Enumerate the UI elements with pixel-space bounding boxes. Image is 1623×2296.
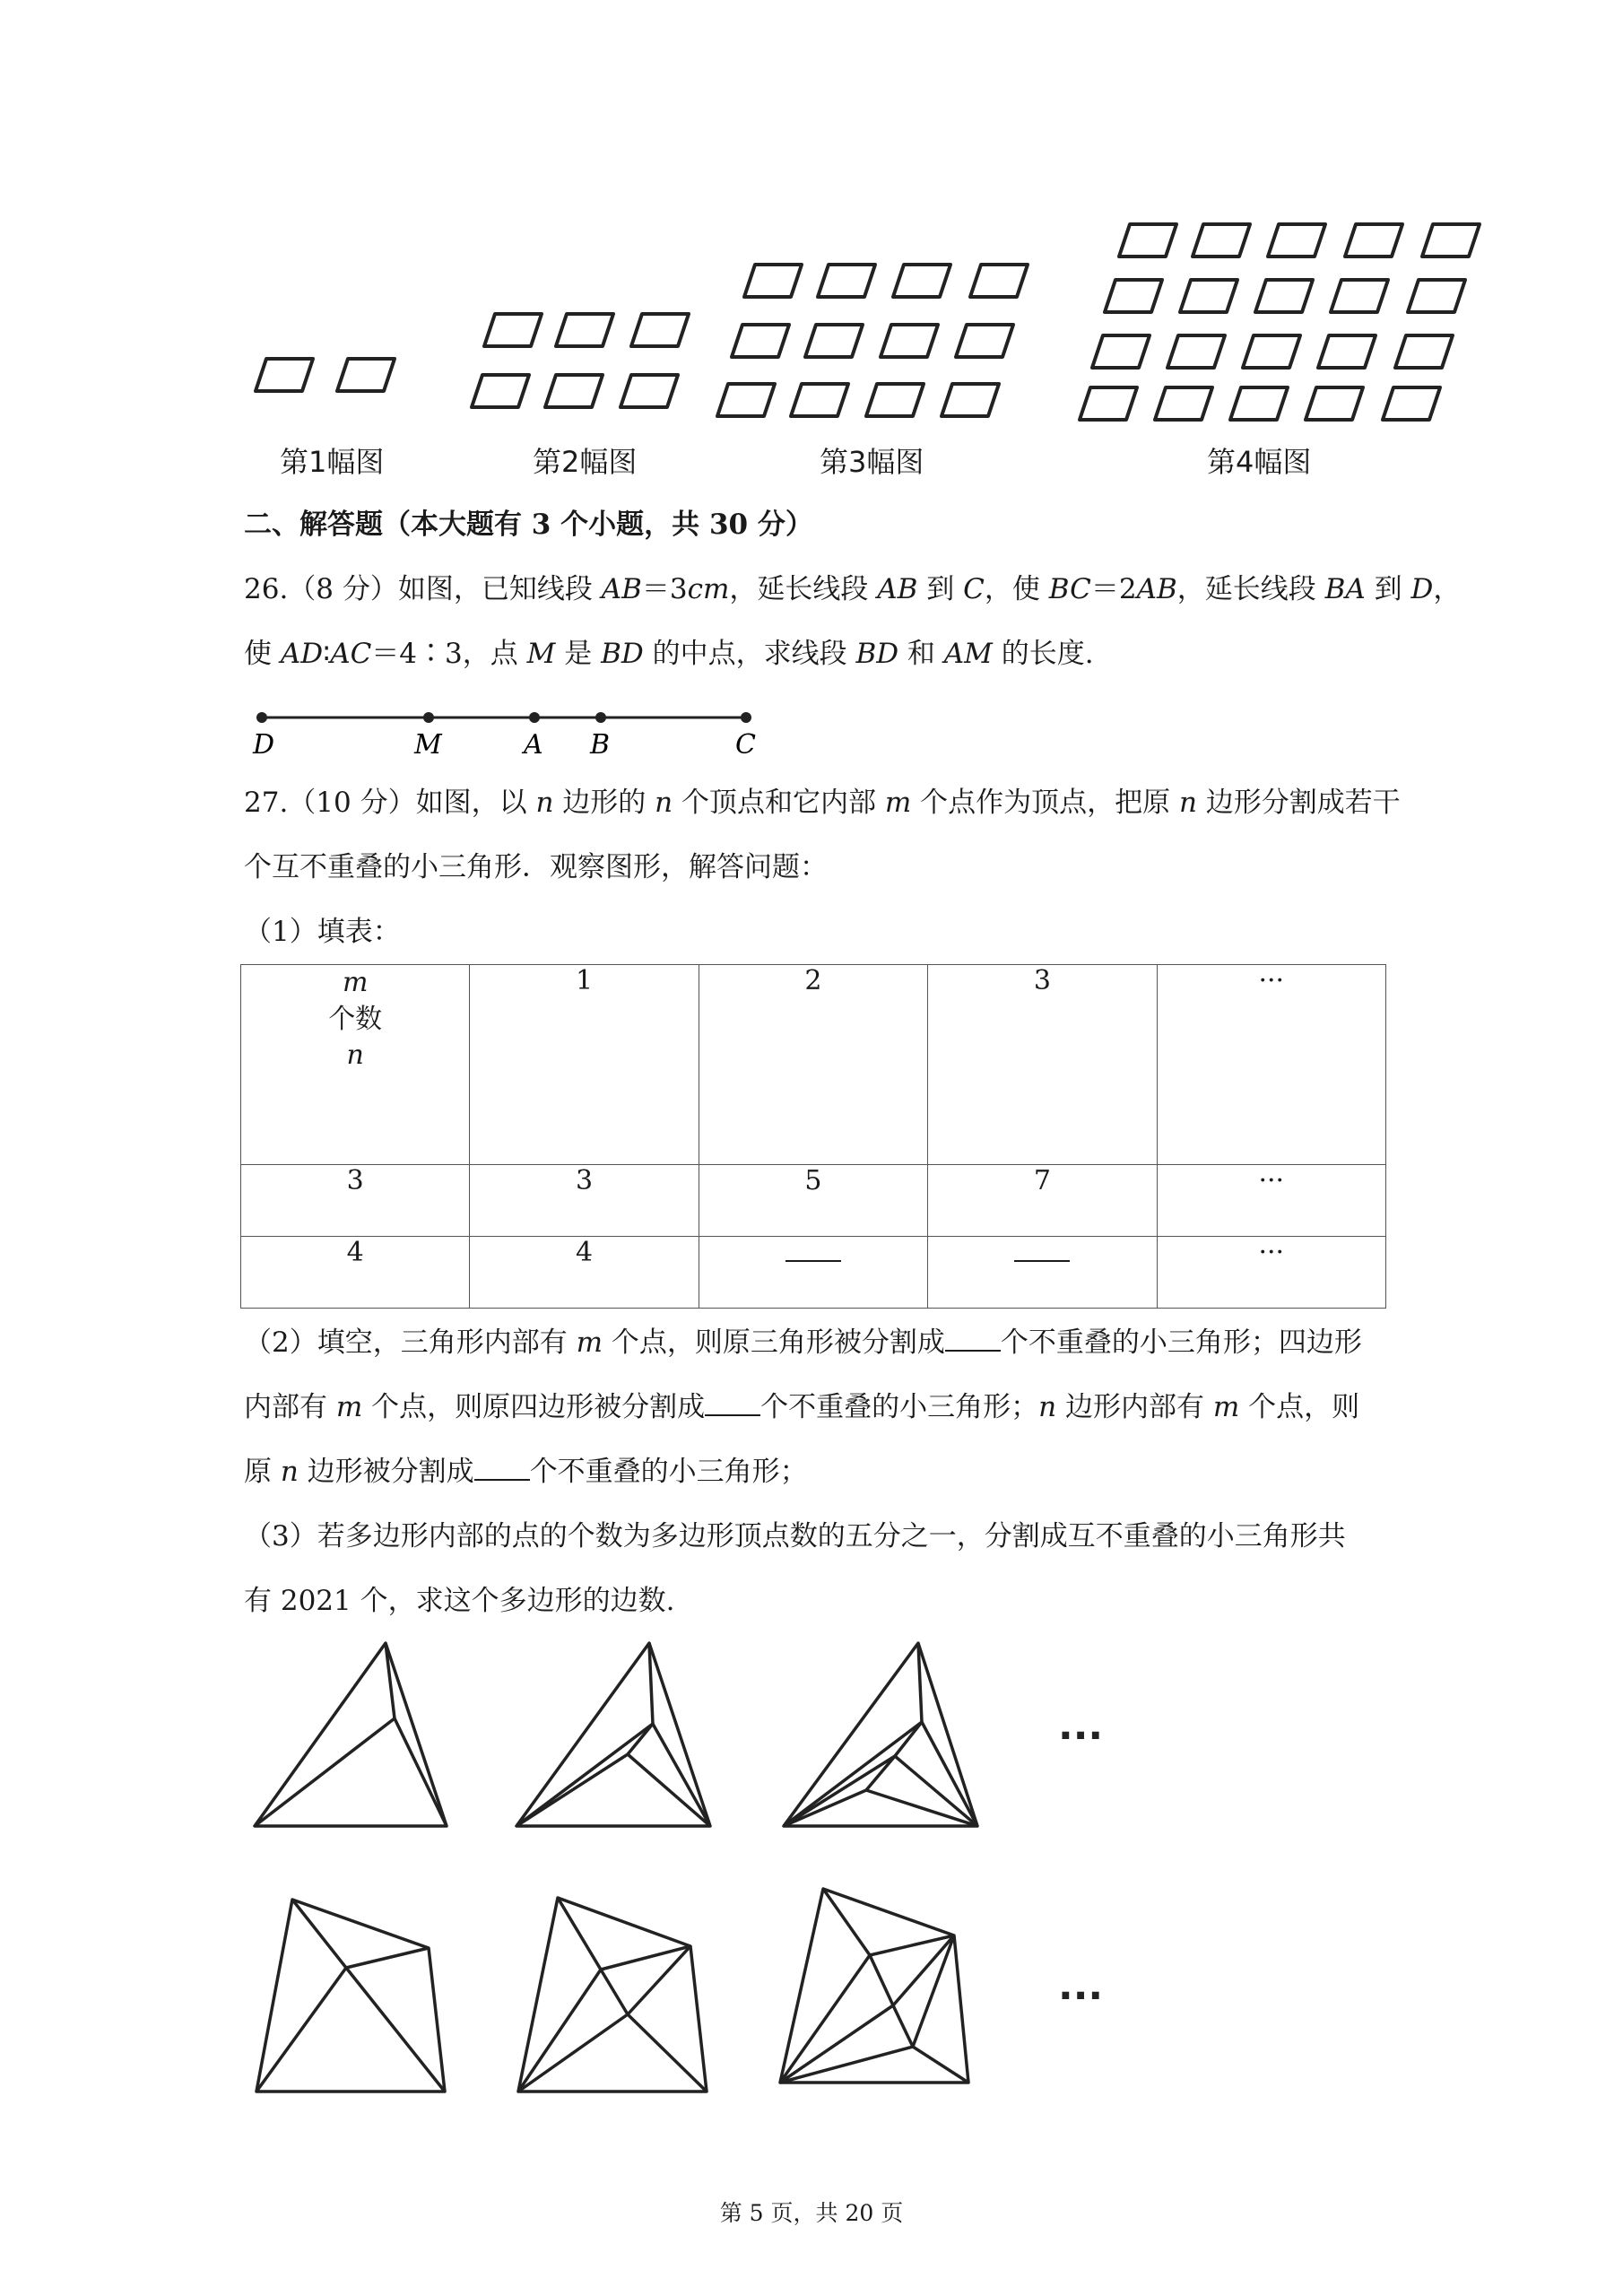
- table-col-header: 3: [928, 965, 1157, 1165]
- q26-line-1: 26.（8 分）如图，已知线段 AB＝3cm，延长线段 AB 到 C，使 BC＝2AB，延长线段 BA 到 D，: [244, 573, 1462, 605]
- point-A: [529, 712, 540, 723]
- point-B: [595, 712, 606, 723]
- figure-3-label: 第3幅图: [820, 445, 924, 479]
- table-cell: ···: [1157, 1237, 1385, 1309]
- triangle-m1: [255, 1643, 447, 1826]
- answer-blank: [705, 1391, 760, 1416]
- q27-part2-line-3: 原 n 边形被分割成 个不重叠的小三角形；: [244, 1456, 808, 1488]
- table-header-corner: m 个数 n: [241, 965, 470, 1165]
- page-footer: 第 5 页，共 20 页: [719, 2200, 904, 2226]
- answer-blank: [1014, 1237, 1070, 1262]
- answer-blank: [945, 1326, 1001, 1352]
- segment-diagram: [0, 691, 1623, 762]
- table-blank-cell: [699, 1237, 927, 1309]
- table-cell: 5: [699, 1165, 927, 1237]
- table-cell: 7: [928, 1165, 1157, 1237]
- q27-part3-line-2: 有 2021 个，求这个多边形的边数.: [244, 1585, 675, 1617]
- table-row-label: 4: [241, 1237, 470, 1309]
- label-C: C: [735, 729, 756, 761]
- point-C: [741, 712, 751, 723]
- figure-1-label: 第1幅图: [280, 445, 385, 479]
- table-col-header: 1: [470, 965, 699, 1165]
- quadrilateral-ellipsis: ···: [1058, 1973, 1104, 2019]
- answer-blank: [474, 1456, 530, 1481]
- figure-1-parallelograms: [256, 359, 395, 391]
- table-blank-cell: [928, 1237, 1157, 1309]
- answer-blank: [785, 1237, 841, 1262]
- label-B: B: [590, 729, 611, 761]
- quadrilateral-m3: [780, 1889, 968, 2083]
- q27-part1: （1）填表：: [244, 916, 401, 948]
- figure-2-label: 第2幅图: [533, 445, 638, 479]
- figure-3-parallelograms: [717, 265, 1028, 416]
- table-cell: ···: [1157, 1165, 1385, 1237]
- table-row: [241, 1165, 1386, 1237]
- label-M: M: [414, 729, 442, 761]
- table-row-label: 3: [241, 1165, 470, 1237]
- table-col-header: 2: [699, 965, 927, 1165]
- section-title: 二、解答题（本大题有 3 个小题，共 30 分）: [244, 509, 813, 541]
- q27-part3-line-1: （3）若多边形内部的点的个数为多边形顶点数的五分之一，分割成互不重叠的小三角形共: [244, 1520, 1346, 1552]
- triangle-m3: [784, 1643, 977, 1826]
- figure-4-label: 第4幅图: [1207, 445, 1312, 479]
- q27-part2-line-2: 内部有 m 个点，则原四边形被分割成 个不重叠的小三角形；n 边形内部有 m 个点，则: [244, 1391, 1360, 1423]
- fill-table: [240, 964, 1386, 1309]
- table-cell: 3: [470, 1165, 699, 1237]
- label-A: A: [524, 729, 543, 761]
- figure-4-parallelograms: [1080, 224, 1480, 420]
- q27-line-1: 27.（10 分）如图，以 n 边形的 n 个顶点和它内部 m 个点作为顶点，把原 n 边形分割成若干: [244, 787, 1401, 819]
- q26-line-2: 使 AD∶AC＝4∶3，点 M 是 BD 的中点，求线段 BD 和 AM 的长度.: [244, 638, 1094, 670]
- quadrilateral-m1: [256, 1900, 445, 2092]
- table-cell: 4: [470, 1237, 699, 1309]
- triangle-m2: [516, 1643, 710, 1826]
- point-D: [256, 712, 267, 723]
- q27-line-2: 个互不重叠的小三角形．观察图形，解答问题：: [244, 851, 828, 883]
- q27-part2-line-1: （2）填空，三角形内部有 m 个点，则原三角形被分割成 个不重叠的小三角形；四边形: [244, 1326, 1362, 1359]
- table-row: [241, 1237, 1386, 1309]
- table-col-header: ···: [1157, 965, 1385, 1165]
- figure-2-parallelograms: [472, 314, 689, 407]
- quadrilateral-m2: [518, 1898, 707, 2092]
- subdivided-polygon-figures: [0, 1614, 1623, 2117]
- point-M: [423, 712, 434, 723]
- triangle-ellipsis: ···: [1058, 1713, 1104, 1759]
- parallelogram-pattern-figures: [0, 0, 1623, 466]
- label-D: D: [253, 729, 275, 761]
